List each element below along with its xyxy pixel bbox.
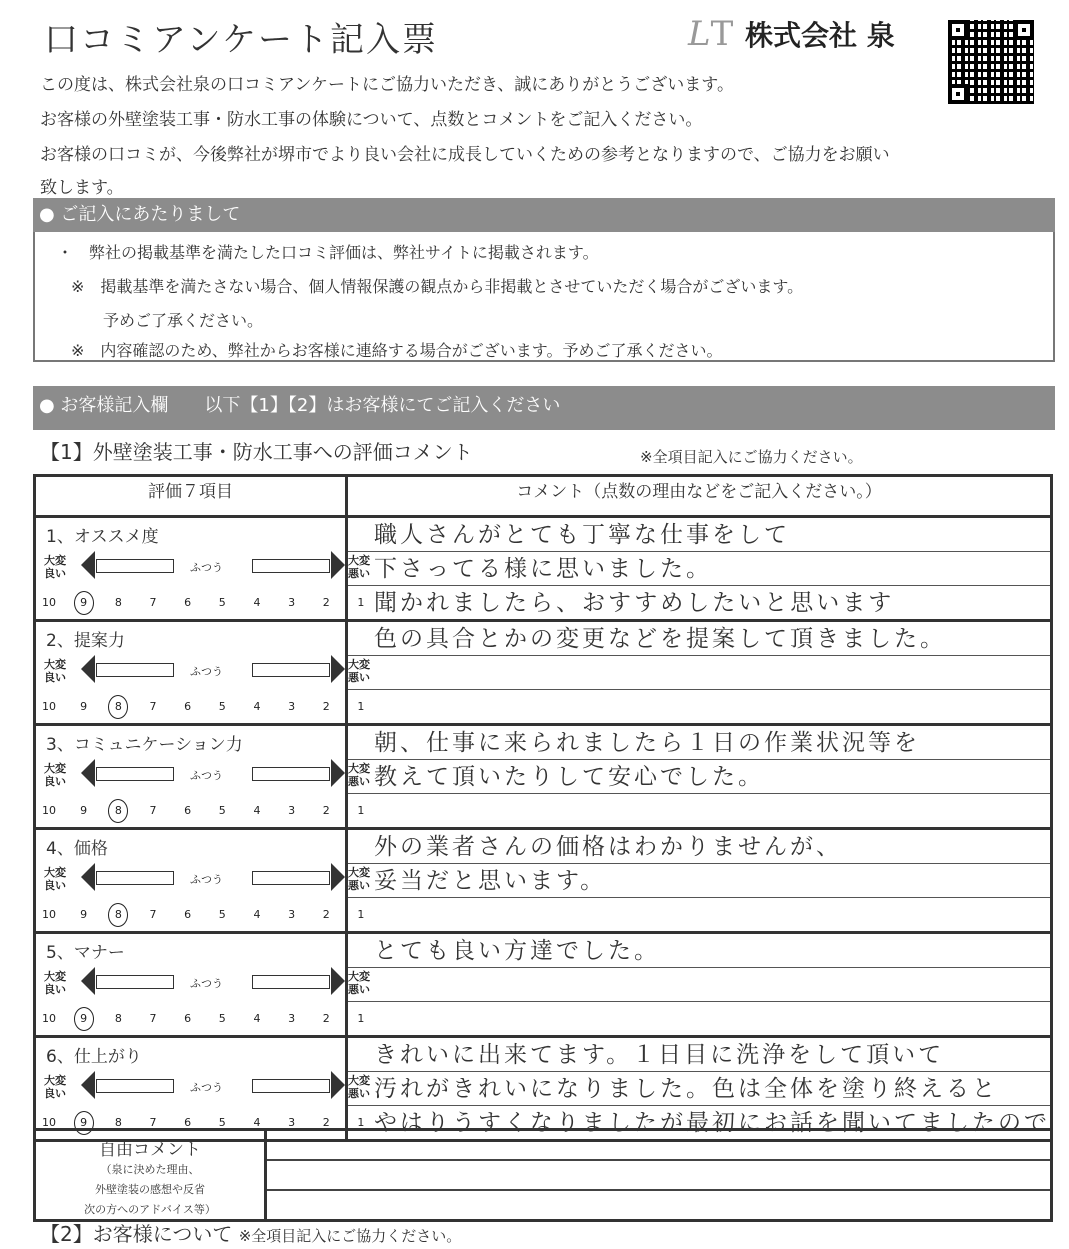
scale-number[interactable]: 9 bbox=[80, 700, 88, 713]
item-label: 5、マナー bbox=[46, 943, 125, 963]
section1-note: ※全項目記入にご協力ください。 bbox=[640, 448, 863, 466]
scale-number[interactable]: 9 bbox=[80, 908, 88, 921]
scale-good-label: 大変 良い bbox=[44, 554, 66, 580]
scale-number[interactable]: 8 bbox=[114, 596, 122, 609]
scale-good-label: 大変 良い bbox=[44, 866, 66, 892]
scale-number[interactable]: 3 bbox=[288, 804, 296, 817]
rating-numbers bbox=[40, 596, 370, 609]
section2-title: 【2】お客様について bbox=[40, 1222, 233, 1246]
comment-line[interactable]: きれいに出来てます。１日目に洗浄をして頂いて bbox=[348, 1038, 1050, 1072]
scale-number[interactable]: 4 bbox=[253, 700, 261, 713]
scale-number[interactable]: 10 bbox=[42, 596, 56, 609]
scale-number[interactable]: 1 bbox=[357, 1116, 365, 1129]
scale-bad-label: 大変 悪い bbox=[348, 554, 370, 580]
scale-number[interactable]: 7 bbox=[149, 1012, 157, 1025]
hint-line: （泉に決めた理由、 bbox=[100, 1163, 200, 1176]
comment-line[interactable] bbox=[348, 794, 1050, 827]
item-cell bbox=[35, 621, 370, 725]
scale-number[interactable]: 3 bbox=[288, 700, 296, 713]
evaluation-row bbox=[35, 829, 1052, 933]
scale-number[interactable]: 7 bbox=[149, 700, 157, 713]
comment-line[interactable]: 教えて頂いたりして安心でした。 bbox=[348, 760, 1050, 794]
notice-heading: ● ご記入にあたりまして bbox=[33, 198, 1055, 232]
section2-note: ※全項目記入にご協力ください。 bbox=[238, 1227, 462, 1245]
scale-number[interactable]: 1 bbox=[357, 596, 365, 609]
scale-number[interactable]: 3 bbox=[288, 1116, 296, 1129]
comment-cell[interactable] bbox=[347, 829, 1052, 933]
scale-number[interactable]: 4 bbox=[253, 804, 261, 817]
rating-scale bbox=[42, 1074, 374, 1102]
evaluation-row bbox=[35, 725, 1052, 829]
rating-numbers bbox=[40, 908, 370, 921]
notice-line: ・ 弊社の掲載基準を満たした口コミ評価は、弊社サイトに掲載されます。 bbox=[57, 243, 599, 262]
scale-number-selected[interactable]: 9 bbox=[75, 1116, 93, 1129]
item-cell bbox=[35, 829, 370, 933]
comment-line[interactable]: やはりうすくなりましたが最初にお話を聞いてましたので bbox=[374, 1110, 1050, 1136]
evaluation-row bbox=[35, 621, 1052, 725]
intro-line: 致します。 bbox=[40, 178, 124, 198]
rating-scale bbox=[42, 554, 374, 582]
scale-number[interactable]: 5 bbox=[218, 804, 226, 817]
arrow-left-icon bbox=[96, 559, 174, 573]
scale-number-selected[interactable]: 8 bbox=[109, 804, 127, 817]
free-comment-box bbox=[33, 1128, 1053, 1222]
scale-number-selected[interactable]: 8 bbox=[109, 908, 127, 921]
scale-number[interactable]: 6 bbox=[184, 700, 192, 713]
scale-number[interactable]: 3 bbox=[288, 1012, 296, 1025]
scale-number[interactable]: 2 bbox=[322, 1116, 330, 1129]
comment-line[interactable]: 朝、仕事に来られましたら１日の作業状況等を bbox=[348, 726, 1050, 760]
scale-number[interactable]: 10 bbox=[42, 700, 56, 713]
scale-number[interactable]: 3 bbox=[288, 596, 296, 609]
col-header-items: 評価７項目 bbox=[35, 476, 347, 517]
arrow-right-icon bbox=[252, 975, 330, 989]
scale-number[interactable]: 6 bbox=[184, 1116, 192, 1129]
scale-number[interactable]: 7 bbox=[149, 908, 157, 921]
scale-number[interactable]: 5 bbox=[218, 1116, 226, 1129]
comment-line[interactable]: 外の業者さんの価格はわかりませんが、 bbox=[348, 830, 1050, 864]
notice-line: ※ 内容確認のため、弊社からお客様に連絡する場合がございます。予めご了承ください。 bbox=[71, 341, 723, 360]
rating-scale bbox=[42, 866, 374, 894]
evaluation-row bbox=[35, 517, 1052, 621]
page-title: 口コミアンケート記入票 bbox=[44, 20, 438, 60]
arrow-left-icon bbox=[96, 663, 174, 677]
scale-normal-label: ふつう bbox=[190, 1081, 223, 1094]
col-header-comment: コメント（点数の理由などをご記入ください。） bbox=[347, 476, 1052, 517]
arrow-right-icon bbox=[252, 559, 330, 573]
scale-normal-label: ふつう bbox=[190, 561, 223, 574]
arrow-right-icon bbox=[252, 663, 330, 677]
scale-bad-label: 大変 悪い bbox=[348, 762, 370, 788]
scale-bad-label: 大変 悪い bbox=[348, 658, 370, 684]
item-label: 4、価格 bbox=[46, 839, 108, 859]
rating-numbers bbox=[40, 700, 370, 713]
item-label: 6、仕上がり bbox=[46, 1047, 142, 1067]
rating-scale bbox=[42, 762, 374, 790]
company-logo: 𝐿T bbox=[688, 14, 734, 54]
comment-line[interactable]: 聞かれましたら、おすすめしたいと思います bbox=[374, 590, 895, 616]
evaluation-row bbox=[35, 1037, 1052, 1141]
scale-normal-label: ふつう bbox=[190, 873, 223, 886]
evaluation-row bbox=[35, 933, 1052, 1037]
arrow-left-icon bbox=[96, 871, 174, 885]
arrow-left-icon bbox=[96, 975, 174, 989]
scale-number-selected[interactable]: 9 bbox=[75, 1012, 93, 1025]
scale-number[interactable]: 1 bbox=[357, 908, 365, 921]
scale-number[interactable]: 10 bbox=[42, 1116, 56, 1129]
free-comment-title: 自由コメント bbox=[99, 1140, 201, 1160]
comment-line[interactable]: 下さってる様に思いました。 bbox=[348, 552, 1050, 586]
scale-number[interactable]: 5 bbox=[218, 596, 226, 609]
scale-number[interactable]: 3 bbox=[288, 908, 296, 921]
item-label: 1、オススメ度 bbox=[46, 527, 159, 547]
scale-normal-label: ふつう bbox=[190, 769, 223, 782]
scale-bad-label: 大変 悪い bbox=[348, 1074, 370, 1100]
item-cell bbox=[35, 517, 370, 621]
scale-number[interactable]: 6 bbox=[184, 908, 192, 921]
intro-line: お客様の外壁塗装工事・防水工事の体験について、点数とコメントをご記入ください。 bbox=[40, 110, 703, 130]
scale-number[interactable]: 4 bbox=[253, 908, 261, 921]
evaluation-table bbox=[33, 474, 1053, 1142]
scale-number[interactable]: 5 bbox=[218, 700, 226, 713]
scale-number[interactable]: 8 bbox=[114, 1116, 122, 1129]
scale-good-label: 大変 良い bbox=[44, 658, 66, 684]
item-cell bbox=[35, 1037, 370, 1141]
scale-good-label: 大変 良い bbox=[44, 1074, 66, 1100]
scale-number[interactable]: 10 bbox=[42, 804, 56, 817]
section2-heading bbox=[40, 1222, 461, 1248]
scale-number[interactable]: 7 bbox=[149, 804, 157, 817]
scale-normal-label: ふつう bbox=[190, 977, 223, 990]
scale-number[interactable]: 1 bbox=[357, 804, 365, 817]
item-label: 2、提案力 bbox=[46, 631, 125, 651]
scale-number[interactable]: 10 bbox=[42, 908, 56, 921]
scale-number-selected[interactable]: 8 bbox=[109, 700, 127, 713]
scale-number[interactable]: 1 bbox=[357, 700, 365, 713]
comment-line[interactable]: 色の具合とかの変更などを提案して頂きました。 bbox=[348, 622, 1050, 656]
notice-box bbox=[33, 232, 1055, 362]
notice-line: 予めご了承ください。 bbox=[71, 311, 264, 330]
comment-cell[interactable] bbox=[347, 1037, 1052, 1141]
customer-section-bar: ● お客様記入欄 以下【1】【2】はお客様にてご記入ください bbox=[33, 386, 1055, 430]
scale-number[interactable]: 9 bbox=[80, 804, 88, 817]
comment-cell[interactable] bbox=[347, 621, 1052, 725]
comment-line[interactable] bbox=[348, 898, 1050, 931]
arrow-right-icon bbox=[252, 767, 330, 781]
scale-number[interactable]: 2 bbox=[322, 1012, 330, 1025]
scale-number[interactable]: 4 bbox=[253, 596, 261, 609]
free-comment-hint bbox=[36, 1160, 264, 1220]
intro-line: お客様の口コミが、今後弊社が堺市でより良い会社に成長していくための参考となりますので、ご協力をお願い bbox=[40, 145, 890, 165]
arrow-right-icon bbox=[252, 1079, 330, 1093]
scale-number[interactable]: 2 bbox=[322, 908, 330, 921]
scale-number[interactable]: 2 bbox=[322, 596, 330, 609]
scale-good-label: 大変 良い bbox=[44, 762, 66, 788]
rating-scale bbox=[42, 658, 374, 686]
notice-line: ※ 掲載基準を満たさない場合、個人情報保護の観点から非掲載とさせていただく場合がございます。 bbox=[71, 277, 804, 296]
scale-number[interactable]: 7 bbox=[149, 1116, 157, 1129]
scale-number[interactable]: 10 bbox=[42, 1012, 56, 1025]
comment-line[interactable] bbox=[348, 1002, 1050, 1035]
scale-number[interactable]: 8 bbox=[114, 1012, 122, 1025]
comment-line[interactable]: とても良い方達でした。 bbox=[348, 934, 1050, 968]
scale-number[interactable]: 2 bbox=[322, 700, 330, 713]
rating-scale bbox=[42, 970, 374, 998]
section1-title: 【1】外壁塗装工事・防水工事への評価コメント bbox=[40, 440, 473, 464]
scale-bad-label: 大変 悪い bbox=[348, 866, 370, 892]
scale-bad-label: 大変 悪い bbox=[348, 970, 370, 996]
scale-number[interactable]: 6 bbox=[184, 1012, 192, 1025]
scale-number[interactable]: 6 bbox=[184, 804, 192, 817]
free-comment-field[interactable] bbox=[267, 1131, 1050, 1219]
scale-number[interactable]: 4 bbox=[253, 1012, 261, 1025]
scale-normal-label: ふつう bbox=[190, 665, 223, 678]
scale-number[interactable]: 7 bbox=[149, 596, 157, 609]
scale-number[interactable]: 5 bbox=[218, 908, 226, 921]
comment-line[interactable]: 職人さんがとても丁寧な仕事をして bbox=[348, 518, 1050, 552]
comment-line[interactable]: 汚れがきれいになりました。色は全体を塗り終えると bbox=[348, 1072, 1050, 1106]
scale-number[interactable]: 2 bbox=[322, 804, 330, 817]
hint-line: 次の方へのアドバイス等） bbox=[84, 1203, 216, 1216]
company-name: 株式会社 泉 bbox=[745, 19, 895, 52]
rating-numbers bbox=[40, 1012, 370, 1025]
arrow-right-icon bbox=[252, 871, 330, 885]
comment-line[interactable] bbox=[348, 656, 1050, 690]
item-cell bbox=[35, 725, 370, 829]
arrow-left-icon bbox=[96, 1079, 174, 1093]
intro-line: この度は、株式会社泉の口コミアンケートにご協力いただき、誠にありがとうございます。 bbox=[40, 75, 734, 95]
scale-number[interactable]: 5 bbox=[218, 1012, 226, 1025]
item-label: 3、コミュニケーション力 bbox=[46, 735, 243, 755]
scale-number[interactable]: 1 bbox=[357, 1012, 365, 1025]
scale-number[interactable]: 4 bbox=[253, 1116, 261, 1129]
comment-line[interactable] bbox=[348, 968, 1050, 1002]
rating-numbers bbox=[40, 804, 370, 817]
comment-line[interactable] bbox=[348, 690, 1050, 723]
arrow-left-icon bbox=[96, 767, 174, 781]
comment-cell[interactable] bbox=[347, 725, 1052, 829]
qr-code-icon bbox=[948, 20, 1034, 104]
comment-line[interactable]: 妥当だと思います。 bbox=[348, 864, 1050, 898]
scale-good-label: 大変 良い bbox=[44, 970, 66, 996]
item-cell bbox=[35, 933, 370, 1037]
free-comment-label bbox=[36, 1131, 267, 1219]
scale-number-selected[interactable]: 9 bbox=[75, 596, 93, 609]
hint-line: 外壁塗装の感想や反省 bbox=[95, 1183, 205, 1196]
scale-number[interactable]: 6 bbox=[184, 596, 192, 609]
comment-cell[interactable] bbox=[347, 933, 1052, 1037]
comment-cell[interactable] bbox=[347, 517, 1052, 621]
